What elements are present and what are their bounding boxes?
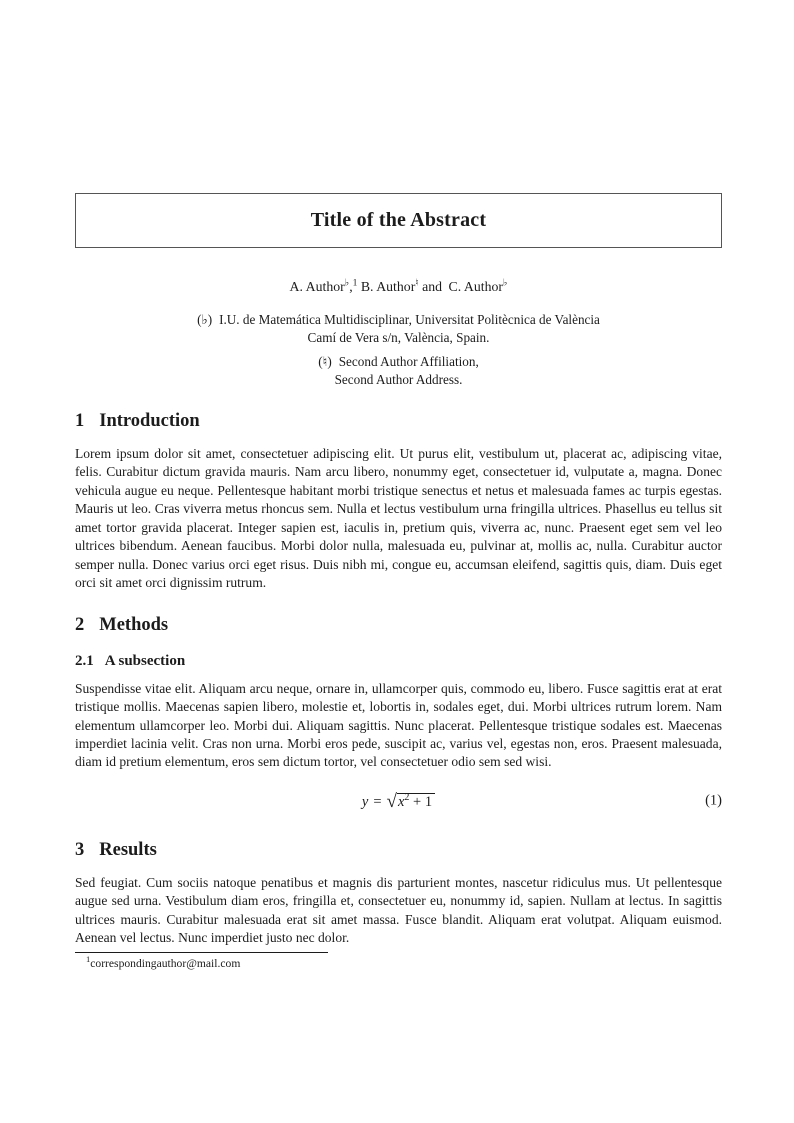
author-3-name: C. Author [448, 279, 503, 294]
affiliation-2-line-1 [75, 353, 722, 371]
section-3-heading [75, 840, 722, 861]
author-2 [361, 279, 419, 294]
author-1-footnote-mark: 1 [352, 278, 358, 289]
equation-1-formula [362, 790, 435, 812]
author-3-affil-mark: ♭ [502, 278, 508, 289]
equation-1 [75, 786, 722, 816]
author-1-affil-mark: ♭ [344, 278, 350, 289]
section-3-number: 3 [75, 839, 85, 860]
affiliation-1 [75, 311, 722, 347]
affiliation-2 [75, 353, 722, 389]
flat-symbol-marker: (♭) [197, 312, 213, 327]
affiliation-2-text: Second Author Affiliation, [338, 354, 479, 369]
subsection-2-1-number: 2.1 [75, 652, 94, 669]
section-2-title: Methods [99, 614, 169, 635]
subsection-2-1-title: A subsection [104, 652, 186, 669]
section-3-title: Results [99, 839, 157, 860]
equation-1-number: (1) [705, 792, 722, 809]
title-box [75, 193, 722, 248]
section-1-title: Introduction [99, 411, 200, 431]
radicand-exponent: 2 [404, 792, 410, 804]
section-introduction [75, 411, 722, 593]
natural-symbol-marker: (♮) [318, 354, 332, 369]
author-1-separator: , [349, 279, 353, 294]
section-1-number: 1 [75, 411, 85, 431]
square-root-sign: √ [386, 790, 397, 812]
section-1-heading [75, 411, 722, 432]
author-1-name: A. Author [289, 279, 345, 294]
footnote-rule [75, 952, 328, 953]
author-line [75, 279, 722, 295]
author-2-affil-mark: ♮ [415, 278, 419, 289]
subsection-2-1-heading [75, 653, 722, 670]
author-3 [449, 279, 508, 294]
footnote-marker: 1 [86, 953, 91, 964]
footnote-area [75, 952, 722, 970]
equation-relation: = [373, 793, 382, 810]
equation-lhs: y [361, 793, 369, 810]
footnote-email: correspondingauthor@mail.com [90, 956, 241, 970]
radicand-tail: + 1 [413, 793, 433, 810]
author-2-name: B. Author [360, 279, 416, 294]
affiliations-block [75, 311, 722, 389]
affiliation-1-line-1 [75, 311, 722, 329]
affiliation-2-line-2: Second Author Address. [334, 372, 463, 387]
footnote [75, 953, 722, 970]
paper-page [75, 0, 722, 1123]
radicand-variable: x [397, 793, 405, 810]
section-methods [75, 615, 722, 816]
section-2-heading [75, 615, 722, 636]
results-paragraph: Sed feugiat. Cum sociis natoque penatibus et magnis dis parturient montes, nascetur ridiculus mus. Ut pellentesque augue sed urna. Vestibulum diam eros, fringilla et, consectetuer eu, nonummy id, sapien. Nullam at lectus. In sagittis ultrices mauris. Curabitur malesuada erat sit amet massa. Fusce blandit. Aliquam erat volutpat. Aliquam euismod. Aenean vel lectus. Nunc imperdiet justo nec dolor. [75, 874, 722, 946]
paper-title: Title of the Abstract [310, 209, 487, 231]
equation-radicand [397, 793, 435, 810]
affiliation-1-line-2: Camí de Vera s/n, València, Spain. [307, 330, 490, 345]
section-2-number: 2 [75, 614, 85, 635]
author-1 [290, 279, 358, 294]
affiliation-1-text: I.U. de Matemática Multidisciplinar, Universitat Politècnica de València [219, 312, 600, 327]
introduction-paragraph: Lorem ipsum dolor sit amet, consectetuer adipiscing elit. Ut purus elit, vestibulum ut, placerat ac, adipiscing vitae, felis. Curabitur dictum gravida mauris. Nam arcu libero, nonummy eget, consectetuer id, vulputate a, magna. Donec vehicula augue eu neque. Pellentesque habitant morbi tristique senectus et netus et malesuada fames ac turpis egestas. Mauris ut leo. Cras viverra metus rhoncus sem. Nulla et lectus vestibulum urna fringilla ultrices. Phasellus eu tellus sit amet tortor gravida placerat. Integer sapien est, iaculis in, pretium quis, viverra ac, nunc. Praesent eget sem vel leo ultrices bibendum. Aenean faucibus. Morbi dolor nulla, malesuada eu, pulvinar at, mollis ac, nulla. Curabitur auctor semper nulla. Donec varius orci eget risus. Duis nibh mi, congue eu, accumsan eleifend, sagittis quis, diam. Duis eget orci sit amet orci dignissim rutrum. [75, 446, 722, 591]
methods-paragraph: Suspendisse vitae elit. Aliquam arcu neque, ornare in, ullamcorper quis, commodo eu, libero. Fusce sagittis erat at erat tristique mollis. Maecenas sapien libero, molestie et, lobortis in, sodales eget, dui. Morbi ultrices rutrum lorem. Nam elementum ullamcorper leo. Morbi dui. Aliquam sagittis. Nunc placerat. Pellentesque tristique sodales est. Maecenas imperdiet lacinia velit. Cras non urna. Morbi eros pede, suscipit ac, varius vel, egestas non, eros. Praesent malesuada, diam id pretium elementum, eros sem dictum tortor, vel consectetuer odio sem sed wisi. [75, 680, 722, 770]
section-results [75, 840, 722, 948]
authors-conjunction: and [422, 279, 443, 294]
